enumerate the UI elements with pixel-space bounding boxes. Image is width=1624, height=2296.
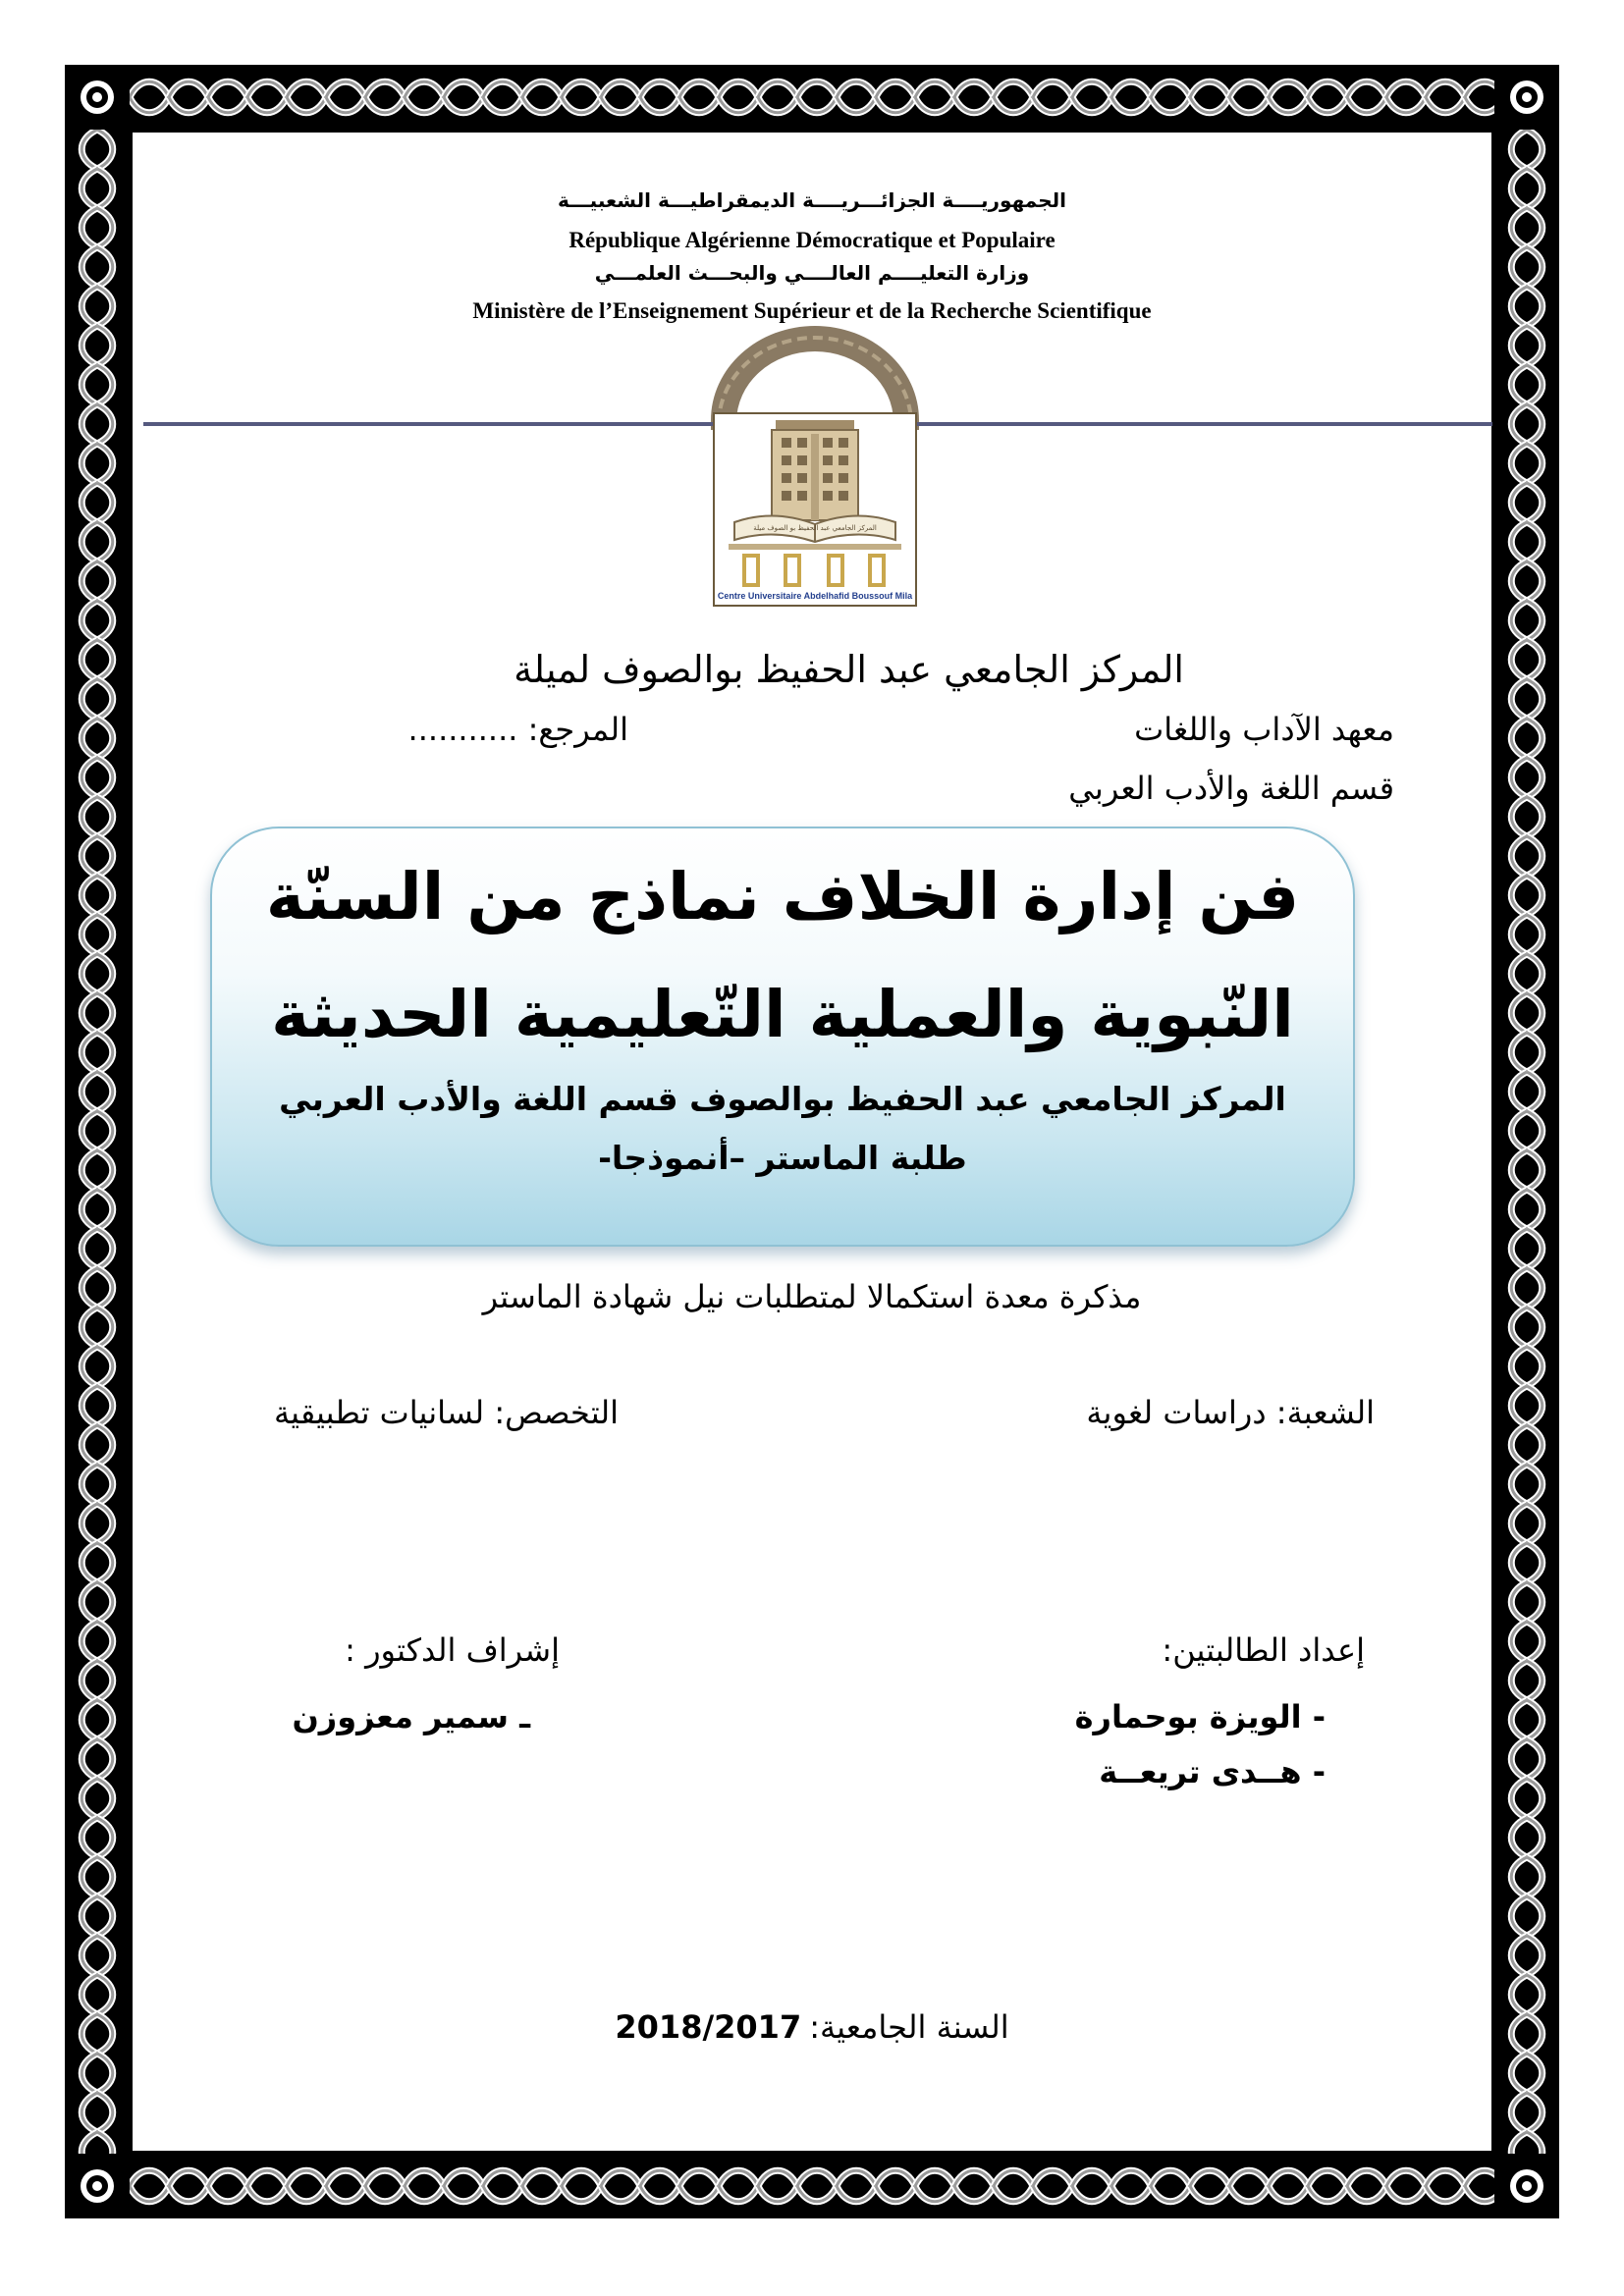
student-name-2: - هــدى تريعــة [1099, 1753, 1326, 1790]
republic-ar: الجمهوريــــة الجزائـــريــــة الديمقراطيـــة الشعبيـــة [558, 188, 1066, 212]
border-band-top [130, 69, 1494, 126]
student-name-1: - الويزة بوحمارة [1074, 1698, 1326, 1735]
institute-name: معهد الآداب واللغات [1134, 711, 1394, 748]
thesis-note: مذكرة معدة استكمالا لمتطلبات نيل شهادة الماستر [482, 1278, 1142, 1315]
department-name: قسم اللغة والأدب العربي [1068, 770, 1394, 807]
thesis-title-line-1: فن إدارة الخلاف نماذج من السنّة [265, 859, 1300, 934]
border-band-left [69, 130, 126, 2154]
corner-ornament [71, 2160, 124, 2213]
logo-book-text: المركز الجامعي عبد الحفيظ بو الصوف ميلة [753, 524, 877, 532]
specialty-field: التخصص: لسانيات تطبيقية [274, 1394, 619, 1431]
academic-year [491, 2008, 1133, 2046]
logo-caption: Centre Universitaire Abdelhafid Boussouf Mila [717, 591, 913, 601]
students-label: إعداد الطالبتين: [1162, 1631, 1365, 1669]
republic-fr: République Algérienne Démocratique et Populaire [568, 228, 1056, 252]
ministry-ar: وزارة التعليــــم العالــــي والبحـــث العلمـــي [594, 261, 1030, 285]
academic-year-label: السنة الجامعية: [809, 2008, 1009, 2046]
corner-ornament [1500, 71, 1553, 124]
reference-field: المرجع: ........... [407, 711, 628, 748]
supervisor-label: إشراف الدكتور : [345, 1631, 560, 1669]
corner-ornament [1500, 2160, 1553, 2213]
branch-field: الشعبة: دراسات لغوية [1086, 1394, 1375, 1431]
border-band-bottom [130, 2158, 1494, 2215]
thesis-subtitle-line-1: المركز الجامعي عبد الحفيظ بوالصوف قسم اللغة والأدب العربي [279, 1080, 1286, 1118]
logo-building-icon [715, 414, 915, 589]
university-logo [713, 412, 917, 607]
ministry-fr: Ministère de l’Enseignement Supérieur et de la Recherche Scientifique [472, 298, 1152, 323]
thesis-subtitle-line-2: طلبة الماستر –أنموذجا- [598, 1139, 967, 1177]
center-name: المركز الجامعي عبد الحفيظ بوالصوف لميلة [514, 648, 1184, 691]
supervisor-name: ـ سمير معزوزن [292, 1698, 530, 1735]
academic-year-value: 2018/2017 [615, 2008, 802, 2046]
thesis-title-line-2: النّبوية والعملية التّعليمية الحديثة [271, 977, 1294, 1052]
corner-ornament [71, 71, 124, 124]
border-band-right [1498, 130, 1555, 2154]
